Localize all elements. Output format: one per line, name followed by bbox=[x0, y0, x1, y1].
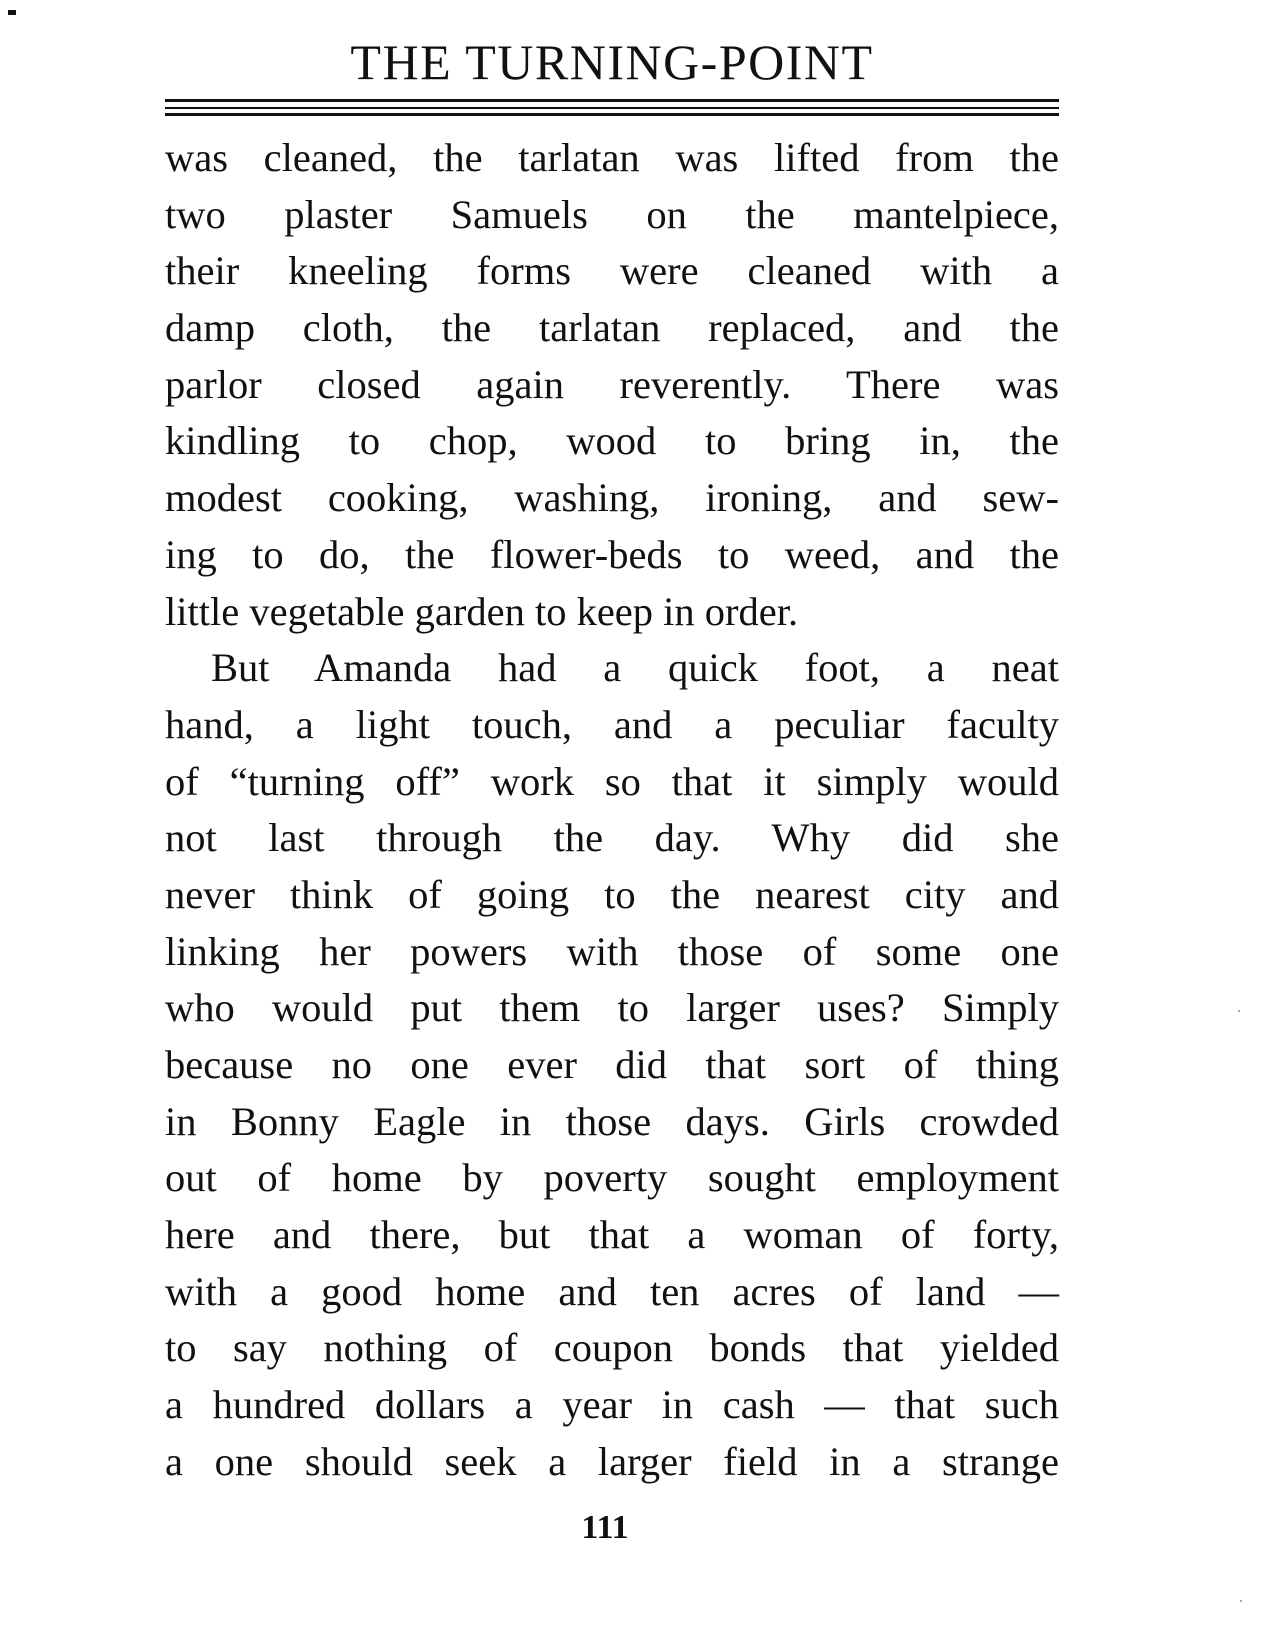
text-line: But Amanda had a quick foot, a neat bbox=[211, 645, 1059, 691]
text-line: was cleaned, the tarlatan was lifted from the bbox=[165, 135, 1059, 180]
scan-speck bbox=[1240, 1600, 1242, 1602]
text-line: damp cloth, the tarlatan replaced, and the bbox=[165, 305, 1059, 351]
header-rule-middle bbox=[165, 107, 1059, 109]
text-line: their kneeling forms were cleaned with a bbox=[165, 248, 1059, 294]
text-line: a hundred dollars a year in cash — that such bbox=[165, 1382, 1059, 1428]
text-line: to say nothing of coupon bonds that yielded bbox=[165, 1325, 1059, 1371]
text-line: little vegetable garden to keep in order. bbox=[165, 588, 799, 634]
scan-speck bbox=[1238, 1010, 1240, 1012]
text-line: who would put them to larger uses? Simply bbox=[165, 985, 1059, 1031]
text-line: a one should seek a larger field in a strange bbox=[165, 1438, 1059, 1484]
scan-mark bbox=[8, 10, 16, 15]
text-line: kindling to chop, wood to bring in, the bbox=[165, 418, 1059, 464]
running-head: THE TURNING-POINT bbox=[350, 34, 874, 90]
text-line: with a good home and ten acres of land — bbox=[165, 1268, 1059, 1314]
header-rule-top bbox=[165, 99, 1059, 102]
text-line: ing to do, the flower-beds to weed, and the bbox=[165, 531, 1059, 577]
text-line: two plaster Samuels on the mantelpiece, bbox=[165, 191, 1059, 237]
body-text bbox=[165, 130, 1059, 1491]
text-line: parlor closed again reverently. There was bbox=[165, 361, 1059, 407]
text-line: here and there, but that a woman of forty, bbox=[165, 1212, 1059, 1258]
text-line: hand, a light touch, and a peculiar faculty bbox=[165, 701, 1059, 747]
text-line: out of home by poverty sought employment bbox=[165, 1155, 1059, 1201]
text-line: linking her powers with those of some one bbox=[165, 928, 1059, 974]
text-line: because no one ever did that sort of thing bbox=[165, 1042, 1059, 1087]
header-rule-bottom bbox=[165, 113, 1059, 116]
text-line: of “turning off” work so that it simply would bbox=[165, 758, 1059, 804]
text-line: in Bonny Eagle in those days. Girls crowded bbox=[165, 1098, 1059, 1144]
paragraph-1 bbox=[165, 130, 1059, 640]
page-number: 111 bbox=[581, 1509, 629, 1546]
paragraph-2 bbox=[165, 640, 1059, 1490]
text-line: never think of going to the nearest city and bbox=[165, 871, 1059, 917]
text-line: modest cooking, washing, ironing, and sew- bbox=[165, 475, 1059, 521]
text-line: not last through the day. Why did she bbox=[165, 815, 1059, 861]
